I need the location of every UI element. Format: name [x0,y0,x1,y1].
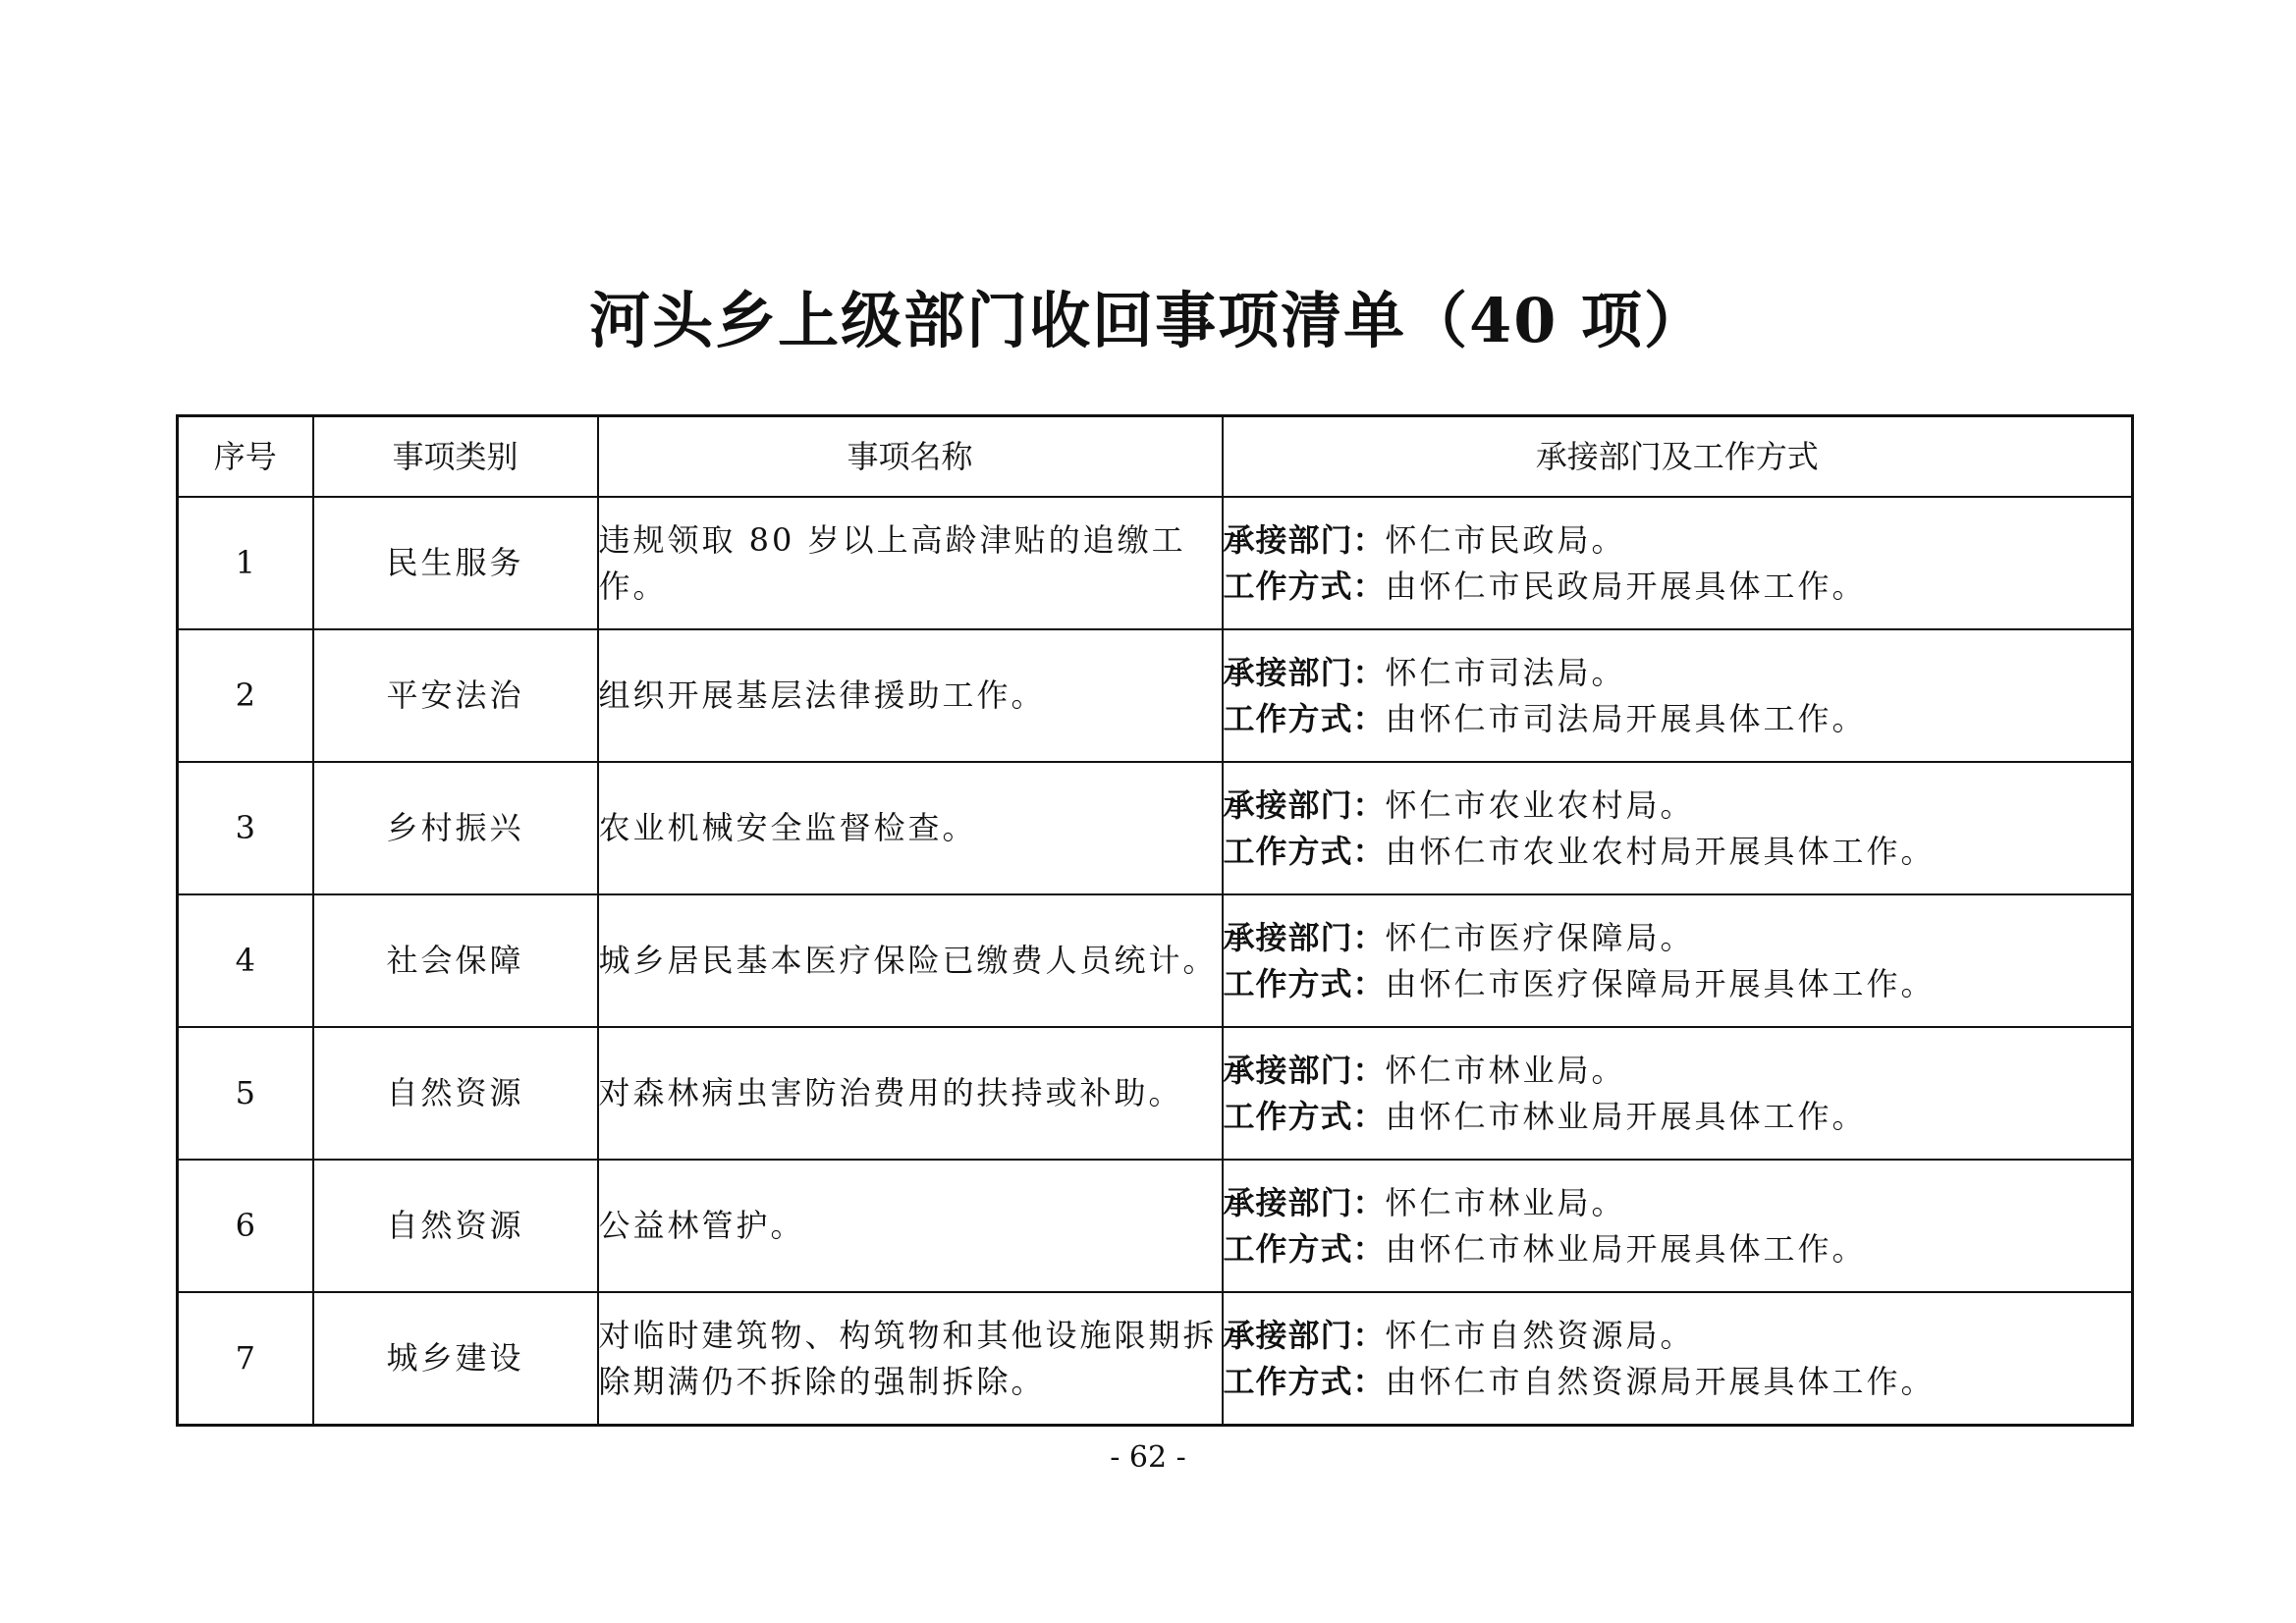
method-value: 由怀仁市司法局开展具体工作。 [1385,699,1867,737]
method-label: 工作方式： [1223,1229,1386,1268]
department-line [1224,1313,2132,1359]
row-department-method [1223,1027,2133,1160]
row-item-name: 城乡居民基本医疗保险已缴费人员统计。 [598,894,1223,1027]
department-value: 怀仁市林业局。 [1385,1183,1626,1221]
table-row [178,497,2133,629]
department-label: 承接部门： [1223,918,1386,956]
department-value: 怀仁市民政局。 [1385,520,1626,559]
method-label: 工作方式： [1223,699,1386,737]
row-item-name: 公益林管护。 [598,1160,1223,1292]
method-line [1224,829,2132,875]
department-label: 承接部门： [1223,653,1386,691]
row-department-method [1223,762,2133,894]
header-seq: 序号 [178,416,313,498]
table-row [178,762,2133,894]
row-seq: 4 [178,894,313,1027]
row-department-method [1223,497,2133,629]
row-item-name: 组织开展基层法律援助工作。 [598,629,1223,762]
row-department-method [1223,894,2133,1027]
department-label: 承接部门： [1223,520,1386,559]
department-label: 承接部门： [1223,1183,1386,1221]
row-category: 城乡建设 [313,1292,598,1426]
row-category: 民生服务 [313,497,598,629]
header-category: 事项类别 [313,416,598,498]
method-value: 由怀仁市农业农村局开展具体工作。 [1385,832,1936,870]
header-department-method: 承接部门及工作方式 [1223,416,2133,498]
method-value: 由怀仁市林业局开展具体工作。 [1385,1097,1867,1135]
department-line [1224,915,2132,961]
row-item-name: 农业机械安全监督检查。 [598,762,1223,894]
method-line [1224,1359,2132,1405]
department-value: 怀仁市农业农村局。 [1385,785,1695,824]
department-value: 怀仁市自然资源局。 [1385,1316,1695,1354]
method-line [1224,1226,2132,1272]
department-line [1224,517,2132,564]
row-seq: 1 [178,497,313,629]
row-category: 平安法治 [313,629,598,762]
department-label: 承接部门： [1223,785,1386,824]
method-label: 工作方式： [1223,832,1386,870]
method-label: 工作方式： [1223,964,1386,1002]
table-header-row [178,416,2133,498]
row-item-name: 对临时建筑物、构筑物和其他设施限期拆除期满仍不拆除的强制拆除。 [598,1292,1223,1426]
method-label: 工作方式： [1223,1362,1386,1400]
row-seq: 5 [178,1027,313,1160]
method-line [1224,696,2132,742]
method-value: 由怀仁市林业局开展具体工作。 [1385,1229,1867,1268]
row-department-method [1223,1160,2133,1292]
row-category: 自然资源 [313,1160,598,1292]
table-row [178,629,2133,762]
method-value: 由怀仁市自然资源局开展具体工作。 [1385,1362,1936,1400]
method-label: 工作方式： [1223,1097,1386,1135]
department-line [1224,783,2132,829]
method-line [1224,564,2132,610]
row-category: 社会保障 [313,894,598,1027]
row-seq: 3 [178,762,313,894]
row-category: 自然资源 [313,1027,598,1160]
department-value: 怀仁市司法局。 [1385,653,1626,691]
table-row [178,1160,2133,1292]
method-line [1224,1094,2132,1140]
row-seq: 7 [178,1292,313,1426]
table-row [178,1027,2133,1160]
department-label: 承接部门： [1223,1316,1386,1354]
document-title: 河头乡上级部门收回事项清单（40 项） [589,285,1707,356]
row-item-name: 对森林病虫害防治费用的扶持或补助。 [598,1027,1223,1160]
department-label: 承接部门： [1223,1051,1386,1089]
department-line [1224,1048,2132,1094]
row-seq: 2 [178,629,313,762]
department-value: 怀仁市林业局。 [1385,1051,1626,1089]
row-category: 乡村振兴 [313,762,598,894]
row-department-method [1223,629,2133,762]
department-line [1224,1180,2132,1226]
method-value: 由怀仁市医疗保障局开展具体工作。 [1385,964,1936,1002]
table-row [178,894,2133,1027]
department-value: 怀仁市医疗保障局。 [1385,918,1695,956]
items-table [176,414,2134,1427]
method-value: 由怀仁市民政局开展具体工作。 [1385,567,1867,605]
row-seq: 6 [178,1160,313,1292]
method-label: 工作方式： [1223,567,1386,605]
department-line [1224,650,2132,696]
page-number: - 62 - [1110,1440,1186,1475]
table-row [178,1292,2133,1426]
row-department-method [1223,1292,2133,1426]
row-item-name: 违规领取 80 岁以上高龄津贴的追缴工作。 [598,497,1223,629]
method-line [1224,961,2132,1007]
header-item-name: 事项名称 [598,416,1223,498]
